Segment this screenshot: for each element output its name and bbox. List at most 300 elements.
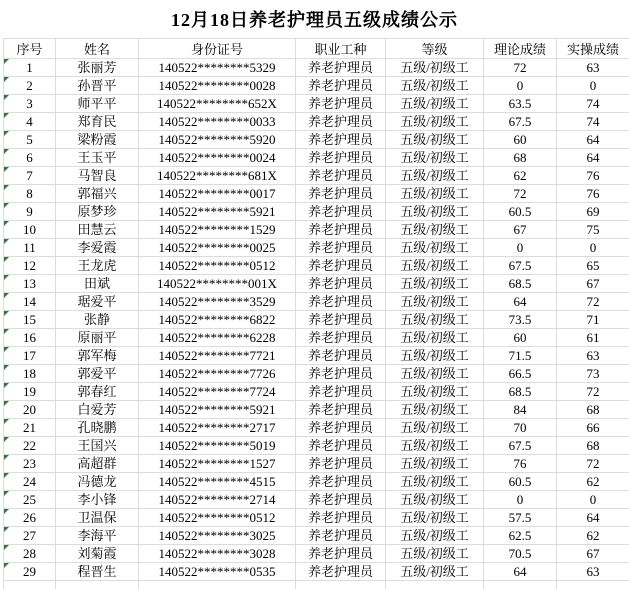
cell-value: 养老护理员 [307,546,373,561]
cell-index[interactable] [4,293,56,311]
error-indicator-icon [4,131,9,136]
cell-occupation[interactable] [296,95,386,113]
cell-value: 62 [586,474,600,489]
cell-theory-score[interactable] [484,365,557,383]
cell-index[interactable] [4,185,56,203]
cell-id-number[interactable] [139,131,296,149]
cell-index[interactable] [4,473,56,491]
cell-name[interactable] [56,311,139,329]
cell-value: 张丽芳 [77,60,117,75]
cell-practical-score[interactable] [557,131,629,149]
cell-value: 0 [589,492,597,507]
cell-id-number[interactable] [139,221,296,239]
cell-id-number[interactable] [139,95,296,113]
cell-practical-score[interactable] [557,95,629,113]
cell-index[interactable] [4,257,56,275]
cell-value: 140522********0033 [158,114,276,129]
cell-name[interactable] [56,455,139,473]
cell-value: 68 [586,438,600,453]
cell-theory-score[interactable] [484,527,557,545]
cell-practical-score[interactable] [557,365,629,383]
cell-occupation[interactable] [296,149,386,167]
cell-id-number[interactable] [139,437,296,455]
cell-theory-score[interactable] [484,95,557,113]
empty-cell[interactable] [56,581,139,589]
cell-practical-score[interactable] [557,311,629,329]
cell-occupation[interactable] [296,311,386,329]
cell-value: 养老护理员 [307,276,373,291]
cell-theory-score[interactable] [484,239,557,257]
cell-name[interactable] [56,419,139,437]
cell-value: 0 [516,492,524,507]
cell-theory-score[interactable] [484,221,557,239]
cell-value: 田斌 [83,276,110,291]
cell-name[interactable] [56,437,139,455]
cell-theory-score[interactable] [484,455,557,473]
cell-id-number[interactable] [139,365,296,383]
cell-name[interactable] [56,149,139,167]
cell-name[interactable] [56,113,139,131]
score-table [3,38,629,589]
error-indicator-icon [4,149,9,154]
cell-level[interactable] [386,167,484,185]
cell-occupation[interactable] [296,77,386,95]
cell-index[interactable] [4,275,56,293]
cell-value: 68 [586,402,600,417]
cell-value: 67 [586,546,600,561]
cell-occupation[interactable] [296,419,386,437]
cell-value: 卫温保 [77,510,117,525]
cell-index[interactable] [4,383,56,401]
cell-value: 郭爱平 [77,366,117,381]
cell-level[interactable] [386,401,484,419]
cell-index[interactable] [4,59,56,77]
cell-level[interactable] [386,293,484,311]
cell-value: 72 [586,294,600,309]
cell-name[interactable] [56,329,139,347]
cell-index[interactable] [4,113,56,131]
cell-index[interactable] [4,77,56,95]
cell-value: 养老护理员 [307,456,373,471]
cell-value: 养老护理员 [307,384,373,399]
cell-theory-score[interactable] [484,275,557,293]
cell-value: 140522********0512 [158,258,276,273]
cell-index[interactable] [4,149,56,167]
cell-theory-score[interactable] [484,491,557,509]
cell-name[interactable] [56,491,139,509]
cell-index[interactable] [4,239,56,257]
cell-practical-score[interactable] [557,203,629,221]
empty-cell[interactable] [139,581,296,589]
cell-practical-score[interactable] [557,293,629,311]
cell-value: 68 [513,150,527,165]
cell-occupation[interactable] [296,167,386,185]
cell-occupation[interactable] [296,527,386,545]
cell-level[interactable] [386,527,484,545]
cell-level[interactable] [386,77,484,95]
cell-theory-score[interactable] [484,419,557,437]
cell-value: 五级/初级工 [400,276,469,291]
cell-name[interactable] [56,401,139,419]
cell-theory-score[interactable] [484,77,557,95]
cell-theory-score[interactable] [484,167,557,185]
cell-value: 140522********1527 [158,456,276,471]
column-header-id-number[interactable]: 身份证号 [139,39,296,59]
cell-theory-score[interactable] [484,149,557,167]
cell-theory-score[interactable] [484,257,557,275]
cell-name[interactable] [56,239,139,257]
cell-practical-score[interactable] [557,329,629,347]
cell-theory-score[interactable] [484,203,557,221]
cell-practical-score[interactable] [557,59,629,77]
error-indicator-icon [4,473,9,478]
cell-level[interactable] [386,419,484,437]
cell-value: 64 [513,294,527,309]
empty-cell[interactable] [386,581,484,589]
error-indicator-icon [4,545,9,550]
cell-practical-score[interactable] [557,239,629,257]
cell-value: 五级/初级工 [400,456,469,471]
cell-level[interactable] [386,275,484,293]
cell-index[interactable] [4,167,56,185]
cell-level[interactable] [386,311,484,329]
cell-theory-score[interactable] [484,383,557,401]
cell-theory-score[interactable] [484,131,557,149]
error-indicator-icon [4,383,9,388]
cell-name[interactable] [56,293,139,311]
cell-practical-score[interactable] [557,221,629,239]
cell-index[interactable] [4,509,56,527]
cell-occupation[interactable] [296,329,386,347]
cell-practical-score[interactable] [557,455,629,473]
cell-practical-score[interactable] [557,275,629,293]
cell-value: 11 [23,240,36,255]
cell-practical-score[interactable] [557,509,629,527]
cell-value: 养老护理员 [307,150,373,165]
cell-id-number[interactable] [139,491,296,509]
cell-id-number[interactable] [139,473,296,491]
cell-level[interactable] [386,473,484,491]
cell-theory-score[interactable] [484,185,557,203]
cell-id-number[interactable] [139,77,296,95]
cell-value: 养老护理员 [307,168,373,183]
cell-value: 70.5 [508,546,532,561]
cell-index[interactable] [4,329,56,347]
cell-id-number[interactable] [139,509,296,527]
cell-occupation[interactable] [296,437,386,455]
cell-id-number[interactable] [139,185,296,203]
table-row [4,365,629,383]
cell-level[interactable] [386,563,484,581]
cell-level[interactable] [386,221,484,239]
cell-theory-score[interactable] [484,563,557,581]
cell-occupation[interactable] [296,401,386,419]
cell-practical-score[interactable] [557,347,629,365]
cell-occupation[interactable] [296,545,386,563]
empty-cell[interactable] [557,581,629,589]
cell-practical-score[interactable] [557,149,629,167]
cell-occupation[interactable] [296,383,386,401]
cell-theory-score[interactable] [484,329,557,347]
cell-level[interactable] [386,131,484,149]
cell-occupation[interactable] [296,221,386,239]
cell-practical-score[interactable] [557,383,629,401]
cell-practical-score[interactable] [557,113,629,131]
cell-practical-score[interactable] [557,77,629,95]
cell-index[interactable] [4,365,56,383]
cell-occupation[interactable] [296,293,386,311]
cell-practical-score[interactable] [557,527,629,545]
cell-id-number[interactable] [139,149,296,167]
cell-value: 73 [586,366,600,381]
cell-id-number[interactable] [139,257,296,275]
cell-theory-score[interactable] [484,509,557,527]
cell-value: 63 [586,60,600,75]
column-header-level[interactable]: 等级 [386,39,484,59]
cell-occupation[interactable] [296,491,386,509]
cell-level[interactable] [386,257,484,275]
cell-id-number[interactable] [139,275,296,293]
cell-level[interactable] [386,113,484,131]
cell-id-number[interactable] [139,545,296,563]
cell-value: 140522********0535 [158,564,276,579]
cell-id-number[interactable] [139,329,296,347]
cell-name[interactable] [56,383,139,401]
cell-index[interactable] [4,419,56,437]
cell-id-number[interactable] [139,455,296,473]
cell-level[interactable] [386,185,484,203]
cell-theory-score[interactable] [484,545,557,563]
column-header-index[interactable]: 序号 [4,39,56,59]
table-row [4,509,629,527]
cell-value: 五级/初级工 [400,240,469,255]
cell-name[interactable] [56,545,139,563]
cell-name[interactable] [56,59,139,77]
cell-id-number[interactable] [139,167,296,185]
cell-value: 140522********5329 [158,60,276,75]
table-row [4,167,629,185]
cell-occupation[interactable] [296,365,386,383]
cell-name[interactable] [56,563,139,581]
cell-practical-score[interactable] [557,545,629,563]
empty-cell[interactable] [484,581,557,589]
cell-id-number[interactable] [139,203,296,221]
table-row [4,527,629,545]
cell-value: 养老护理员 [307,474,373,489]
cell-name[interactable] [56,203,139,221]
table-row [4,383,629,401]
cell-theory-score[interactable] [484,473,557,491]
cell-id-number[interactable] [139,311,296,329]
cell-value: 养老护理员 [307,78,373,93]
cell-index[interactable] [4,545,56,563]
error-indicator-icon [4,347,9,352]
cell-value: 140522********2717 [158,420,276,435]
cell-occupation[interactable] [296,509,386,527]
cell-value: 五级/初级工 [400,384,469,399]
cell-value: 140522********0028 [158,78,276,93]
error-indicator-icon [4,293,9,298]
error-indicator-icon [4,113,9,118]
cell-value: 19 [23,384,36,399]
cell-value: 140522********7721 [158,348,276,363]
cell-value: 64 [586,150,600,165]
cell-name[interactable] [56,167,139,185]
cell-occupation[interactable] [296,347,386,365]
cell-value: 王玉平 [77,150,117,165]
cell-theory-score[interactable] [484,293,557,311]
cell-id-number[interactable] [139,419,296,437]
cell-value: 养老护理员 [307,492,373,507]
error-indicator-icon [4,311,9,316]
cell-value: 5 [26,132,33,147]
cell-occupation[interactable] [296,563,386,581]
cell-value: 7 [26,168,33,183]
cell-index[interactable] [4,563,56,581]
cell-value: 琚爱平 [77,294,117,309]
cell-id-number[interactable] [139,527,296,545]
cell-value: 63.5 [508,96,532,111]
cell-occupation[interactable] [296,203,386,221]
table-row [4,257,629,275]
cell-value: 养老护理员 [307,96,373,111]
cell-index[interactable] [4,401,56,419]
column-header-name[interactable]: 姓名 [56,39,139,59]
cell-name[interactable] [56,275,139,293]
cell-value: 王龙虎 [77,258,117,273]
cell-theory-score[interactable] [484,311,557,329]
cell-index[interactable] [4,221,56,239]
cell-level[interactable] [386,545,484,563]
cell-practical-score[interactable] [557,167,629,185]
cell-occupation[interactable] [296,275,386,293]
cell-name[interactable] [56,527,139,545]
cell-occupation[interactable] [296,185,386,203]
column-header-practical-score[interactable]: 实操成绩 [557,39,629,59]
empty-cell[interactable] [296,581,386,589]
cell-index[interactable] [4,95,56,113]
table-row [4,149,629,167]
cell-name[interactable] [56,221,139,239]
cell-theory-score[interactable] [484,347,557,365]
cell-occupation[interactable] [296,473,386,491]
cell-level[interactable] [386,329,484,347]
cell-level[interactable] [386,149,484,167]
cell-name[interactable] [56,185,139,203]
table-row [4,455,629,473]
cell-level[interactable] [386,347,484,365]
cell-occupation[interactable] [296,131,386,149]
cell-level[interactable] [386,203,484,221]
cell-name[interactable] [56,509,139,527]
cell-name[interactable] [56,257,139,275]
cell-value: 养老护理员 [307,510,373,525]
cell-name[interactable] [56,131,139,149]
cell-occupation[interactable] [296,257,386,275]
column-header-theory-score[interactable]: 理论成绩 [484,39,557,59]
cell-index[interactable] [4,491,56,509]
cell-id-number[interactable] [139,347,296,365]
cell-level[interactable] [386,383,484,401]
error-indicator-icon [4,275,9,280]
empty-cell[interactable] [4,581,56,589]
cell-value: 21 [23,420,36,435]
error-indicator-icon [4,365,9,370]
error-indicator-icon [4,167,9,172]
cell-id-number[interactable] [139,239,296,257]
cell-index[interactable] [4,527,56,545]
cell-practical-score[interactable] [557,563,629,581]
cell-value: 84 [513,402,527,417]
cell-practical-score[interactable] [557,257,629,275]
cell-id-number[interactable] [139,401,296,419]
cell-level[interactable] [386,95,484,113]
cell-value: 74 [586,114,600,129]
cell-value: 马智良 [77,168,117,183]
cell-index[interactable] [4,347,56,365]
cell-id-number[interactable] [139,293,296,311]
cell-occupation[interactable] [296,59,386,77]
cell-level[interactable] [386,59,484,77]
cell-index[interactable] [4,311,56,329]
cell-value: 60.5 [508,204,532,219]
cell-value: 72 [586,384,600,399]
error-indicator-icon [4,239,9,244]
cell-level[interactable] [386,455,484,473]
cell-occupation[interactable] [296,113,386,131]
cell-level[interactable] [386,239,484,257]
cell-occupation[interactable] [296,239,386,257]
cell-value: 养老护理员 [307,402,373,417]
cell-theory-score[interactable] [484,401,557,419]
cell-practical-score[interactable] [557,185,629,203]
cell-index[interactable] [4,455,56,473]
cell-name[interactable] [56,77,139,95]
cell-id-number[interactable] [139,383,296,401]
cell-index[interactable] [4,437,56,455]
cell-occupation[interactable] [296,455,386,473]
cell-value: 养老护理员 [307,528,373,543]
cell-level[interactable] [386,365,484,383]
cell-value: 养老护理员 [307,186,373,201]
cell-theory-score[interactable] [484,113,557,131]
column-header-occupation[interactable]: 职业工种 [296,39,386,59]
cell-id-number[interactable] [139,113,296,131]
cell-practical-score[interactable] [557,419,629,437]
cell-level[interactable] [386,437,484,455]
cell-level[interactable] [386,509,484,527]
cell-practical-score[interactable] [557,437,629,455]
cell-id-number[interactable] [139,59,296,77]
cell-value: 养老护理员 [307,294,373,309]
cell-theory-score[interactable] [484,59,557,77]
cell-index[interactable] [4,131,56,149]
cell-name[interactable] [56,473,139,491]
cell-id-number[interactable] [139,563,296,581]
cell-value: 10 [23,222,36,237]
cell-name[interactable] [56,365,139,383]
empty-row [4,581,629,589]
cell-name[interactable] [56,95,139,113]
cell-practical-score[interactable] [557,491,629,509]
cell-level[interactable] [386,491,484,509]
cell-practical-score[interactable] [557,473,629,491]
cell-practical-score[interactable] [557,401,629,419]
cell-name[interactable] [56,347,139,365]
cell-index[interactable] [4,203,56,221]
cell-theory-score[interactable] [484,437,557,455]
cell-value: 22 [23,438,36,453]
